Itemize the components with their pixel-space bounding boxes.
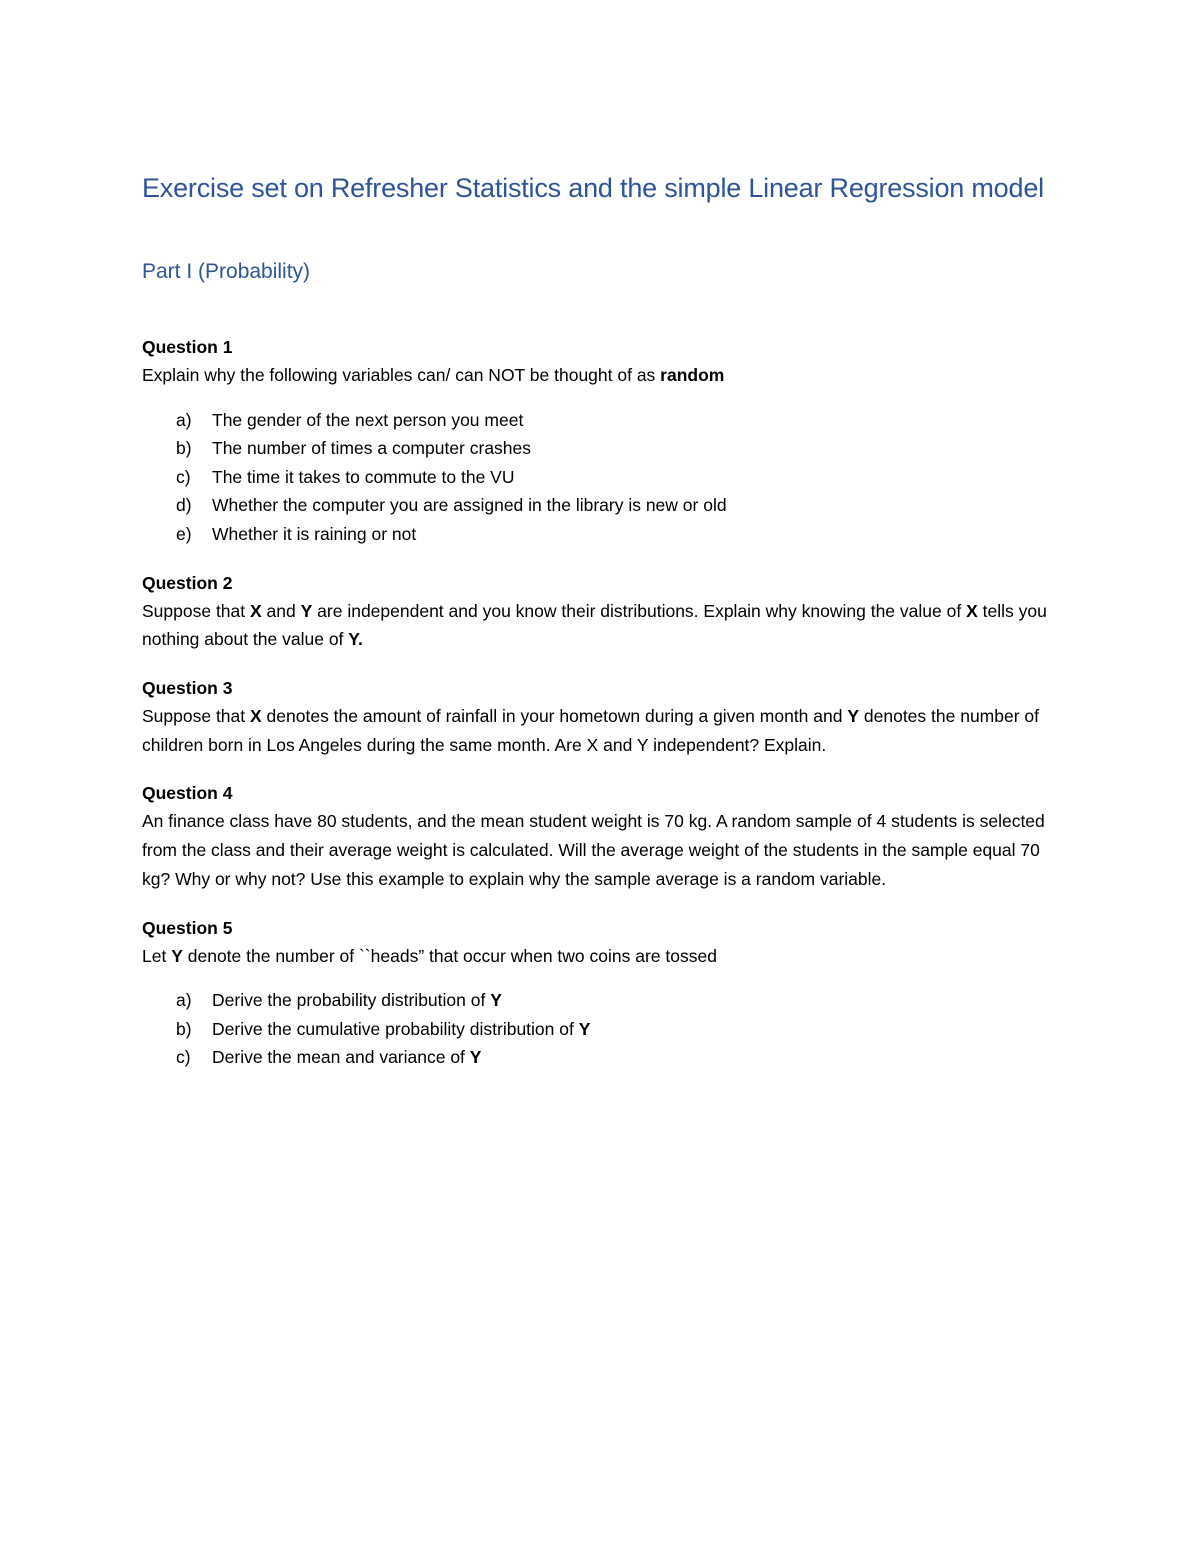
q2-bold-4: Y bbox=[348, 629, 359, 650]
question-1 bbox=[142, 333, 1062, 549]
question-5-heading: Question 5 bbox=[142, 917, 233, 938]
q5-text-1: Let bbox=[142, 945, 172, 966]
q2-text-5: . bbox=[358, 629, 363, 650]
list-item-bold: Y bbox=[578, 1018, 591, 1039]
question-3-text bbox=[142, 702, 1062, 759]
list-item bbox=[142, 1015, 1062, 1044]
q2-text-2: and bbox=[261, 600, 301, 621]
list-item-plain: Derive the probability distribution of bbox=[212, 990, 491, 1011]
list-marker: c) bbox=[176, 1047, 191, 1068]
list-item bbox=[142, 434, 1062, 463]
q3-bold-1: X bbox=[250, 706, 262, 727]
q3-bold-2: Y bbox=[847, 706, 860, 727]
list-marker: a) bbox=[176, 990, 192, 1011]
q2-text-1: Suppose that bbox=[142, 600, 250, 621]
q2-bold-3: X bbox=[966, 600, 978, 621]
list-marker: e) bbox=[176, 524, 192, 545]
question-4-heading: Question 4 bbox=[142, 783, 233, 804]
question-2-heading: Question 2 bbox=[142, 572, 233, 593]
q2-bold-1: X bbox=[250, 600, 262, 621]
question-1-intro bbox=[142, 361, 1062, 390]
question-1-list bbox=[142, 406, 1062, 549]
list-item bbox=[142, 986, 1062, 1015]
question-5-intro bbox=[142, 942, 1062, 971]
document-title: Exercise set on Refresher Statistics and the simple Linear Regression model bbox=[142, 173, 1044, 203]
question-4-text: An finance class have 80 students, and the mean student weight is 70 kg. A random sample of 4 students is selected from the class and their average weight is calculated. Will the average weight of the students in the sample equal 70 kg? Why or why not? Use this example to explain why the sample average is a random variable. bbox=[142, 811, 1045, 889]
question-2-text bbox=[142, 597, 1062, 654]
list-marker: b) bbox=[176, 1018, 192, 1039]
list-item-plain: Derive the cumulative probability distribution of bbox=[212, 1018, 579, 1039]
list-item-text bbox=[212, 1047, 481, 1067]
question-4 bbox=[142, 779, 1062, 893]
question-1-intro-text: Explain why the following variables can/ can NOT be thought of as bbox=[142, 365, 661, 385]
question-3-heading: Question 3 bbox=[142, 678, 233, 699]
question-2 bbox=[142, 569, 1062, 654]
list-item bbox=[142, 406, 1062, 435]
q5-text-2: denote the number of ``heads” that occur when two coins are tossed bbox=[182, 945, 717, 966]
q2-text-3: are independent and you know their distributions. Explain why knowing the value of bbox=[312, 600, 967, 621]
q2-text-4: tells you nothing about the value of bbox=[142, 600, 1047, 650]
list-item-bold: Y bbox=[490, 990, 502, 1011]
list-marker: c) bbox=[176, 466, 191, 487]
list-marker: a) bbox=[176, 409, 192, 430]
list-item-text bbox=[212, 990, 502, 1010]
list-item-text: Whether it is raining or not bbox=[212, 524, 417, 545]
list-item bbox=[142, 520, 1062, 549]
list-item bbox=[142, 463, 1062, 492]
list-item-text: The number of times a computer crashes bbox=[212, 438, 532, 459]
list-item bbox=[142, 1043, 1062, 1072]
list-marker: d) bbox=[176, 495, 192, 516]
list-item-text: Whether the computer you are assigned in the library is new or old bbox=[212, 495, 727, 516]
list-item-text: The time it takes to commute to the VU bbox=[212, 466, 515, 487]
list-item-plain: Derive the mean and variance of bbox=[212, 1047, 470, 1068]
q2-bold-2: Y bbox=[300, 600, 313, 621]
q3-text-1: Suppose that bbox=[142, 706, 250, 727]
q3-text-3: denotes the number of children born in Los Angeles during the same month. Are X and Y independent? Explain. bbox=[142, 706, 1040, 755]
question-5 bbox=[142, 914, 1062, 1072]
question-1-heading: Question 1 bbox=[142, 337, 233, 357]
list-item-text bbox=[212, 1019, 590, 1039]
list-item bbox=[142, 491, 1062, 520]
part-heading: Part I (Probability) bbox=[142, 260, 311, 283]
list-item-bold: Y bbox=[469, 1047, 482, 1068]
list-item-text: The gender of the next person you meet bbox=[212, 409, 524, 430]
question-3 bbox=[142, 674, 1062, 759]
document-content bbox=[142, 168, 1062, 1072]
q5-bold-1: Y bbox=[171, 945, 183, 966]
question-1-intro-bold: random bbox=[660, 365, 725, 385]
q3-text-2: denotes the amount of rainfall in your hometown during a given month and bbox=[261, 706, 848, 727]
question-5-list bbox=[142, 986, 1062, 1072]
list-marker: b) bbox=[176, 438, 192, 459]
